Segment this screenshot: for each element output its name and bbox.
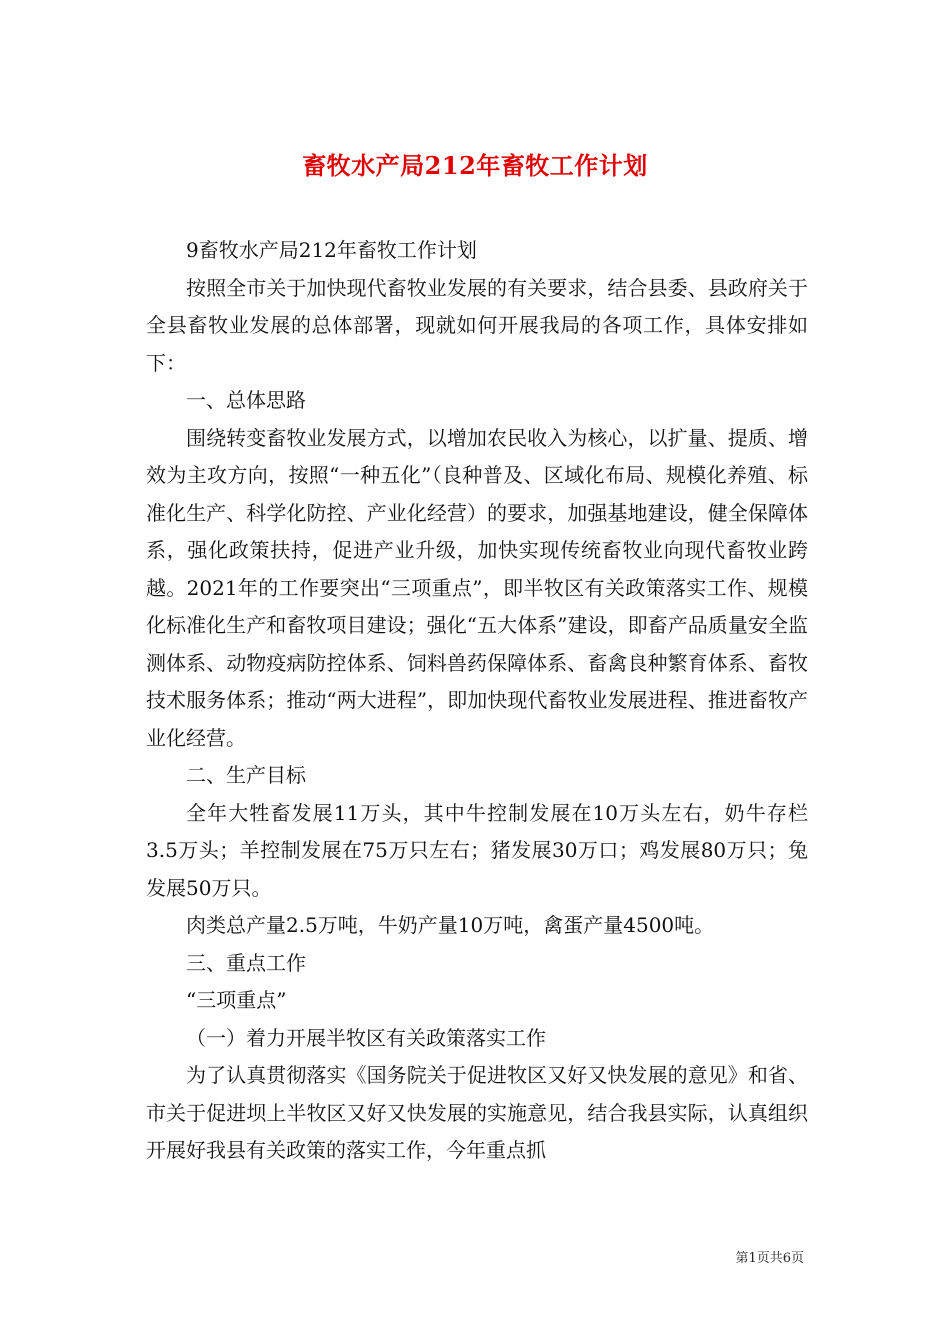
subheading-policy-implementation: （一）着力开展半牧区有关政策落实工作 bbox=[186, 1025, 546, 1050]
section-heading-production-targets: 二、生产目标 bbox=[186, 763, 306, 787]
subheading-three-priorities: “三项重点” bbox=[186, 988, 287, 1012]
intro-paragraph: 按照全市关于加快现代畜牧业发展的有关要求，结合县委、县政府关于全县畜牧业发展的总体部署，现就如何开展我局的各项工作，具体安排如下： bbox=[146, 275, 808, 375]
page-number-footer: 第1页共6页 bbox=[735, 1251, 804, 1266]
overall-approach-paragraph: 围绕转变畜牧业发展方式，以增加农民收入为核心，以扩量、提质、增效为主攻方向，按照“一种五化”（良种普及、区域化布局、规模化养殖、标准化生产、科学化防控、产业化经营）的要求，加强基地建设，健全保障体系，强化政策扶持，促进产业升级，加快实现传统畜牧业向现代畜牧业跨越。2021年的工作要突出“三项重点”，即半牧区有关政策落实工作、规模化标准化生产和畜牧项目建设；强化“五大体系”建设，即畜产品质量安全监测体系、动物疫病防控体系、饲料兽药保障体系、畜禽良种繁育体系、畜牧技术服务体系；推动“两大进程”，即加快现代畜牧业发展进程、推进畜牧产业化经营。 bbox=[146, 425, 808, 750]
document-body bbox=[146, 232, 808, 1170]
document-subtitle: 9畜牧水产局212年畜牧工作计划 bbox=[186, 238, 477, 262]
output-targets-paragraph: 肉类总产量2.5万吨，牛奶产量10万吨，禽蛋产量4500吨。 bbox=[186, 913, 715, 937]
section-heading-overall-approach: 一、总体思路 bbox=[186, 388, 306, 412]
policy-implementation-paragraph: 为了认真贯彻落实《国务院关于促进牧区又好又快发展的意见》和省、市关于促进坝上半牧区又好又快发展的实施意见，结合我县实际，认真组织开展好我县有关政策的落实工作，今年重点抓 bbox=[146, 1063, 808, 1162]
section-heading-key-work: 三、重点工作 bbox=[186, 950, 306, 975]
livestock-targets-paragraph: 全年大牲畜发展11万头，其中牛控制发展在10万头左右，奶牛存栏3.5万头；羊控制发展在75万只左右；猪发展30万口；鸡发展80万只；兔发展50万只。 bbox=[146, 800, 808, 900]
page-title: 畜牧水产局212年畜牧工作计划 bbox=[302, 151, 648, 181]
